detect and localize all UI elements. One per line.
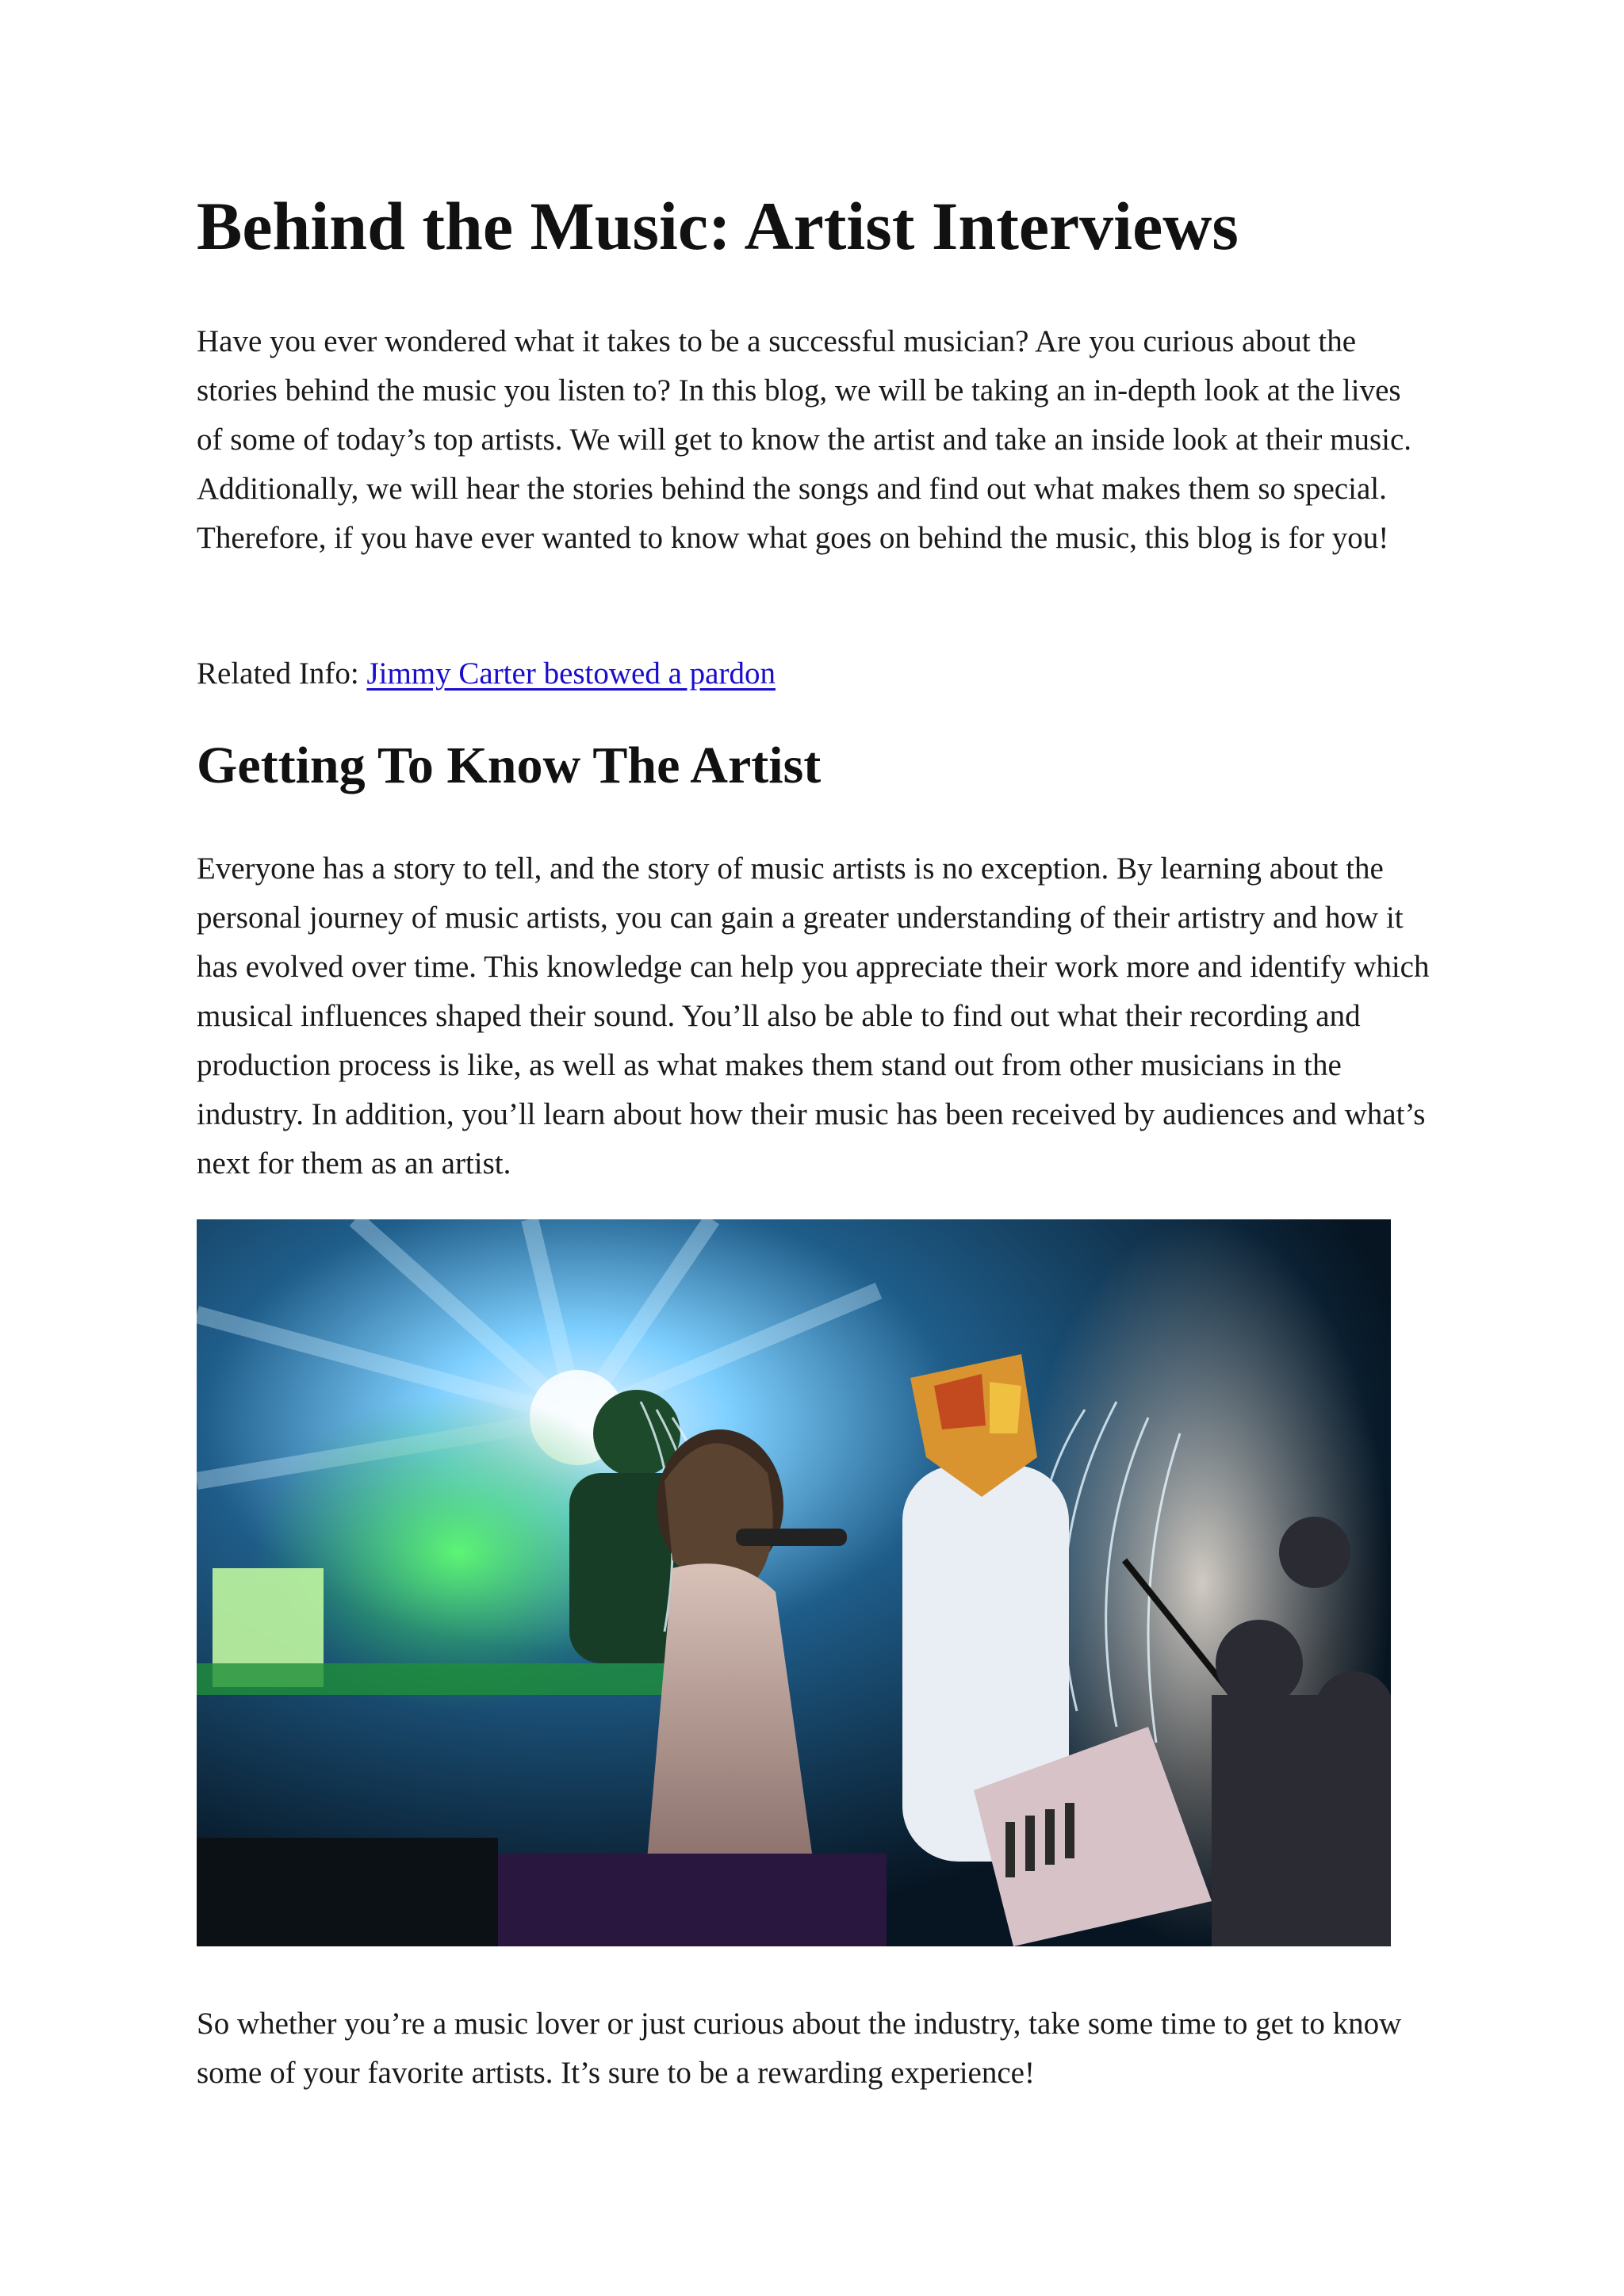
related-info-link[interactable]: Jimmy Carter bestowed a pardon [366,656,776,691]
related-info [197,649,1434,698]
section-body-paragraph: Everyone has a story to tell, and the story of music artists is no exception. By learning about the personal journey of music artists, you can gain a greater understanding of their artistry and how it has evolved over time. This knowledge can help you appreciate their work more and identify which musical influences shaped their sound. You’ll also be able to find out what their recording and production process is like, as well as what makes them stand out from other musicians in the industry. In addition, you’ll learn about how their music has been received by audiences and what’s next for them as an artist. [197,851,1430,1181]
closing-paragraph: So whether you’re a music lover or just curious about the industry, take some time to get to know some of your favorite artists. It’s sure to be a rewarding experience! [197,2007,1402,2090]
related-info-label: Related Info: [197,656,359,691]
section-heading: Getting To Know The Artist [197,737,822,794]
intro-paragraph: Have you ever wondered what it takes to be a successful musician? Are you curious about the stories behind the music you listen to? In this blog, we will be taking an in-depth look at the lives of some of today’s top artists. We will get to know the artist and take an inside look at their music. Additionally, we will hear the stories behind the songs and find out what makes them so special. Therefore, if you have ever wanted to know what goes on behind the music, this blog is for you! [197,324,1412,555]
concert-photo [197,1219,1391,1946]
page-title: Behind the Music: Artist Interviews [197,188,1239,264]
